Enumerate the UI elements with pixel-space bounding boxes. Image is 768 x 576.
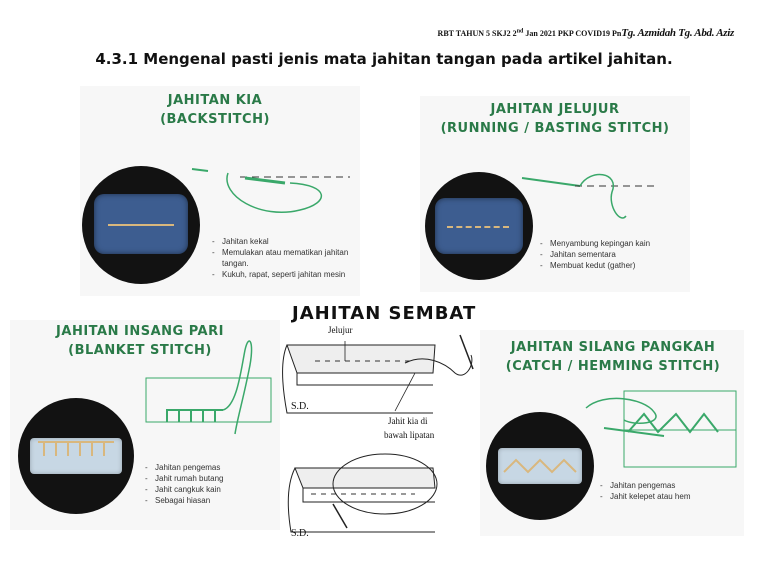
backstitch-note: - Kukuh, rapat, seperti jahitan mesin	[212, 269, 362, 280]
document-header	[438, 27, 734, 39]
sembat-top-diagram	[285, 333, 485, 418]
backstitch-sample-stitch	[108, 224, 174, 226]
catch-diagram	[584, 390, 740, 470]
catch-notes	[600, 480, 740, 502]
catch-title: JAHITAN SILANG PANGKAH	[510, 340, 716, 355]
running-diagram	[520, 168, 660, 228]
backstitch-diagram	[190, 165, 360, 225]
running-note: - Membuat kedut (gather)	[540, 260, 680, 271]
catch-heading	[500, 338, 726, 376]
backstitch-note: - Jahitan kekal	[212, 236, 362, 247]
running-note: - Jahitan sementara	[540, 249, 680, 260]
backstitch-notes	[212, 236, 362, 280]
backstitch-title: JAHITAN KIA	[167, 93, 263, 108]
blanket-photo	[18, 398, 134, 514]
backstitch-heading	[130, 91, 300, 129]
blanket-title: JAHITAN INSANG PARI	[56, 324, 224, 339]
label-sd-bottom: S.D.	[291, 528, 309, 539]
catch-sample-stitch	[502, 456, 578, 476]
catch-note: - Jahit kelepet atau hem	[600, 491, 740, 502]
header-text: RBT TAHUN 5 SKJ2 2	[437, 29, 517, 38]
label-jahit-kia: Jahit kia di	[388, 416, 428, 426]
backstitch-note: - Memulakan atau mematikan jahitan tangan.	[212, 247, 362, 269]
running-photo	[425, 172, 533, 280]
header-superscript: nd	[516, 28, 524, 35]
blanket-note: - Jahit cangkuk kain	[145, 484, 280, 495]
blanket-note: - Jahit rumah butang	[145, 473, 280, 484]
label-jelujur: Jelujur	[328, 325, 353, 335]
label-sd-top: S.D.	[291, 401, 309, 412]
blanket-notes	[145, 462, 280, 506]
header-date-text: Jan 2021 PKP COVID19 Pn	[523, 29, 622, 38]
page-title: 4.3.1 Mengenal pasti jenis mata jahitan tangan pada artikel jahitan.	[95, 50, 673, 68]
blanket-sample-stitch	[36, 440, 116, 460]
running-notes	[540, 238, 680, 271]
running-subtitle: (RUNNING / BASTING STITCH)	[440, 121, 670, 136]
backstitch-photo	[82, 166, 200, 284]
sembat-bottom-diagram	[285, 448, 445, 538]
sembat-title: JAHITAN SEMBAT	[292, 303, 477, 324]
running-note: - Menyambung kepingan kain	[540, 238, 680, 249]
blanket-note: - Jahitan pengemas	[145, 462, 280, 473]
running-sample-stitch	[447, 226, 509, 228]
label-bawah-lipatan: bawah lipatan	[384, 430, 435, 440]
running-title: JAHITAN JELUJUR	[490, 102, 620, 117]
blanket-note: - Sebagai hiasan	[145, 495, 280, 506]
catch-note: - Jahitan pengemas	[600, 480, 740, 491]
blanket-subtitle: (BLANKET STITCH)	[68, 343, 212, 358]
running-heading	[440, 100, 670, 138]
blanket-diagram	[145, 330, 275, 435]
catch-photo	[486, 412, 594, 520]
catch-subtitle: (CATCH / HEMMING STITCH)	[505, 359, 721, 374]
backstitch-subtitle: (BACKSTITCH)	[160, 112, 270, 127]
teacher-signature: Tg. Azmidah Tg. Abd. Aziz	[621, 27, 734, 39]
